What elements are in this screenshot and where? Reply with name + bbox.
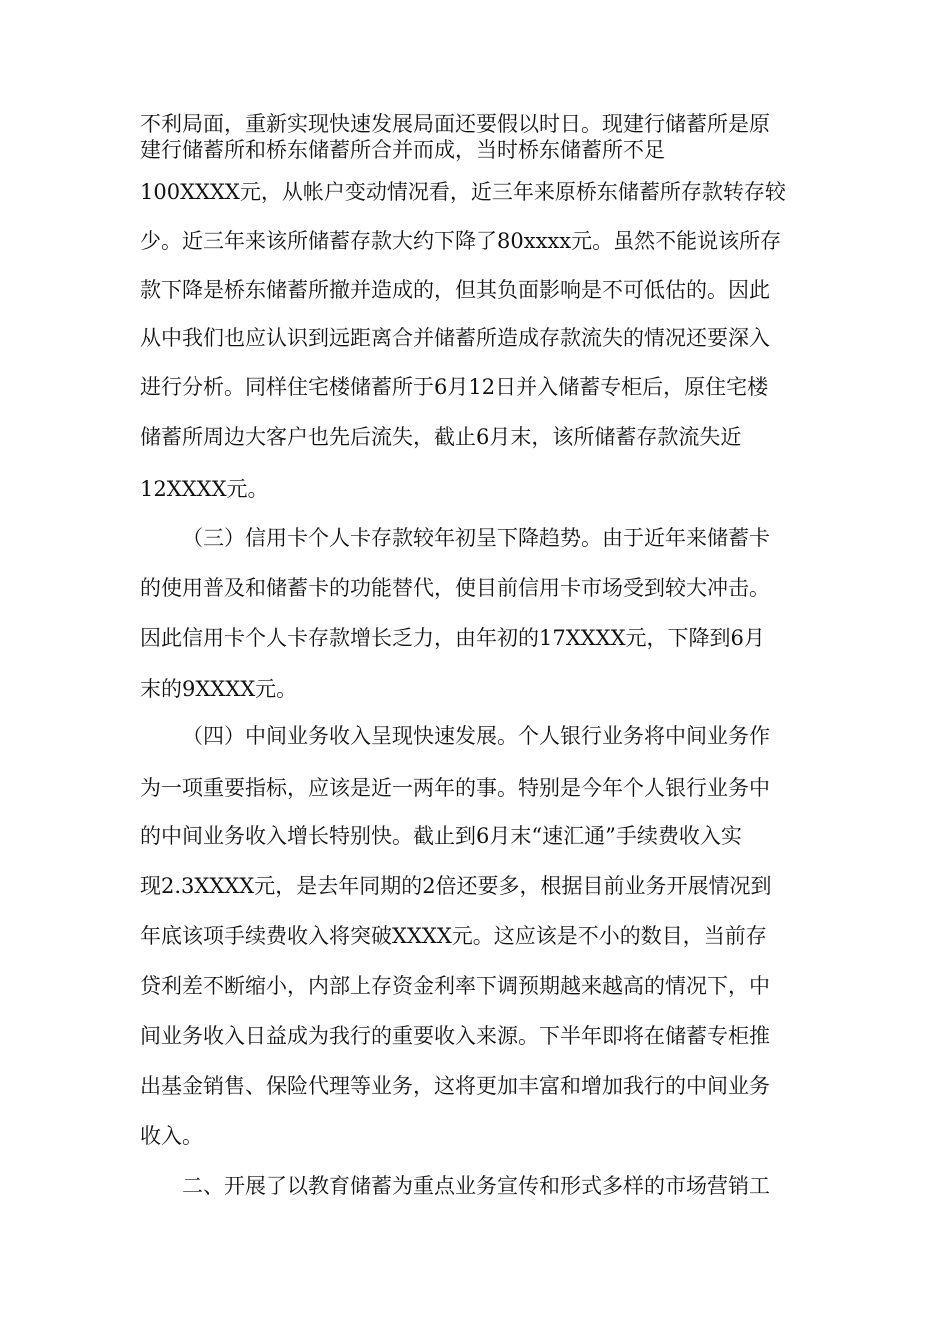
paragraph-first-line: 二、开展了以教育储蓄为重点业务宣传和形式多样的市场营销工 [182, 1174, 770, 1198]
text-line: 12XXXX元。 [140, 477, 269, 501]
text-line: 进行分析。同样住宅楼储蓄所于6月12日并入储蓄专柜后，原住宅楼 [140, 375, 769, 399]
text-line: 年底该项手续费收入将突破XXXX元。这应该是不小的数目，当前存 [140, 924, 767, 948]
text-line: 末的9XXXX元。 [140, 677, 298, 701]
text-line: 间业务收入日益成为我行的重要收入来源。下半年即将在储蓄专柜推 [140, 1024, 770, 1048]
text-line: 出基金销售、保险代理等业务，这将更加丰富和增加我行的中间业务 [140, 1074, 770, 1098]
paragraph-first-line: （四）中间业务收入呈现快速发展。个人银行业务将中间业务作 [182, 724, 770, 748]
text-line: 的中间业务收入增长特别快。截止到6月末“速汇通”手续费收入实 [140, 824, 742, 848]
text-line: 少。近三年来该所储蓄存款大约下降了80xxxx元。虽然不能说该所存 [140, 229, 782, 253]
paragraph-first-line: （三）信用卡个人卡存款较年初呈下降趋势。由于近年来储蓄卡 [182, 526, 770, 550]
text-line: 储蓄所周边大客户也先后流失，截止6月末，该所储蓄存款流失近 [140, 425, 742, 449]
text-line: 现2.3XXXX元，是去年同期的2倍还要多，根据目前业务开展情况到 [140, 874, 772, 898]
text-line: 因此信用卡个人卡存款增长乏力，由年初的17XXXX元，下降到6月 [140, 626, 765, 650]
text-line: 从中我们也应认识到远距离合并储蓄所造成存款流失的情况还要深入 [140, 326, 770, 350]
text-line: 的使用普及和储蓄卡的功能替代，使目前信用卡市场受到较大冲击。 [140, 576, 770, 600]
text-line: 收入。 [140, 1124, 203, 1148]
text-line: 建行储蓄所和桥东储蓄所合并而成，当时桥东储蓄所不足 [140, 138, 665, 162]
text-line: 贷利差不断缩小，内部上存资金利率下调预期越来越高的情况下，中 [140, 974, 770, 998]
text-line: 不利局面，重新实现快速发展局面还要假以时日。现建行储蓄所是原 [140, 112, 770, 136]
text-line: 款下降是桥东储蓄所撤并造成的，但其负面影响是不可低估的。因此 [140, 278, 770, 302]
text-line: 为一项重要指标，应该是近一两年的事。特别是今年个人银行业务中 [140, 776, 770, 800]
text-line: 100XXXX元，从帐户变动情况看，近三年来原桥东储蓄所存款转存较 [140, 180, 786, 204]
